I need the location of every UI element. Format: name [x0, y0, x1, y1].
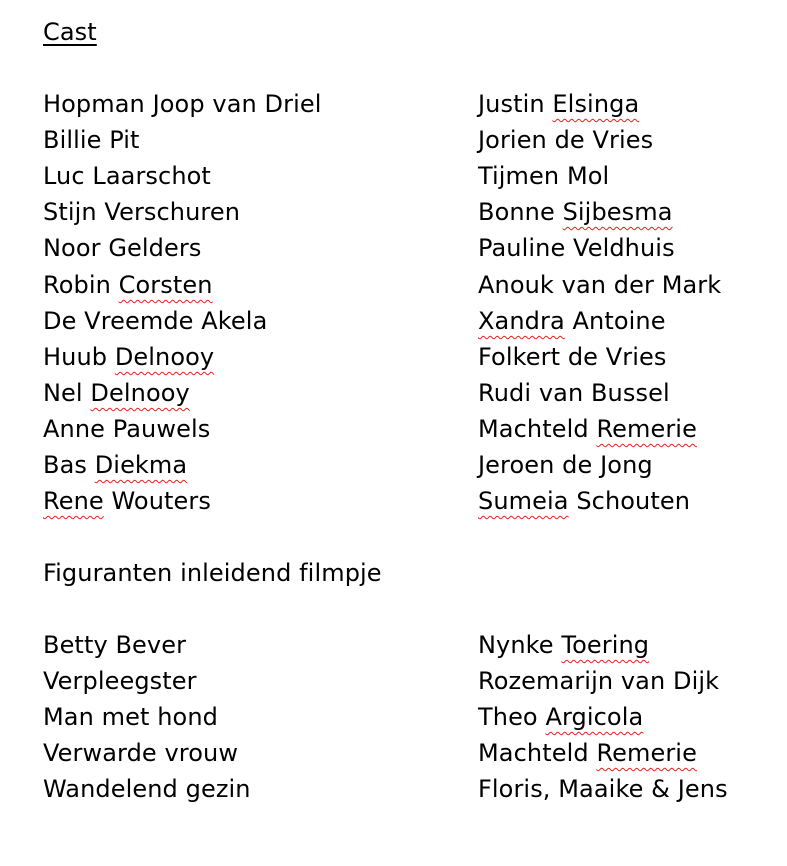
cast-actor: Sumeia Schouten	[478, 487, 691, 515]
cast-role: Rene Wouters	[43, 487, 211, 515]
cast-actor: Machteld Remerie	[478, 415, 697, 443]
cast-actor: Folkert de Vries	[478, 343, 667, 371]
cast-role: Huub Delnooy	[43, 343, 215, 371]
extras-role: Verpleegster	[43, 667, 197, 695]
cast-actor: Xandra Antoine	[478, 307, 666, 335]
cast-heading: Cast	[43, 18, 97, 46]
cast-actor: Pauline Veldhuis	[478, 234, 675, 262]
cast-role: Bas Diekma	[43, 451, 188, 479]
cast-actor: Tijmen Mol	[478, 162, 610, 190]
cast-actor: Anouk van der Mark	[478, 271, 722, 299]
extras-actor: Theo Argicola	[478, 703, 644, 731]
cast-role: Stijn Verschuren	[43, 198, 241, 226]
cast-role: De Vreemde Akela	[43, 307, 268, 335]
cast-role: Noor Gelders	[43, 234, 202, 262]
extras-role: Verwarde vrouw	[43, 739, 239, 767]
cast-actor: Bonne Sijbesma	[478, 198, 673, 226]
extras-heading: Figuranten inleidend filmpje	[43, 559, 382, 587]
cast-role: Robin Corsten	[43, 271, 213, 299]
cast-actor: Justin Elsinga	[478, 90, 640, 118]
extras-role: Betty Bever	[43, 631, 187, 659]
extras-role: Wandelend gezin	[43, 775, 251, 803]
extras-actor: Floris, Maaike & Jens	[478, 775, 728, 803]
extras-actor: Machteld Remerie	[478, 739, 697, 767]
extras-actor: Nynke Toering	[478, 631, 650, 659]
cast-role: Nel Delnooy	[43, 379, 190, 407]
cast-role: Hopman Joop van Driel	[43, 90, 322, 118]
cast-actor: Jeroen de Jong	[478, 451, 653, 479]
cast-actor: Jorien de Vries	[478, 126, 654, 154]
cast-role: Billie Pit	[43, 126, 140, 154]
cast-role: Anne Pauwels	[43, 415, 211, 443]
extras-role: Man met hond	[43, 703, 218, 731]
cast-role: Luc Laarschot	[43, 162, 211, 190]
extras-actor: Rozemarijn van Dijk	[478, 667, 720, 695]
cast-actor: Rudi van Bussel	[478, 379, 670, 407]
